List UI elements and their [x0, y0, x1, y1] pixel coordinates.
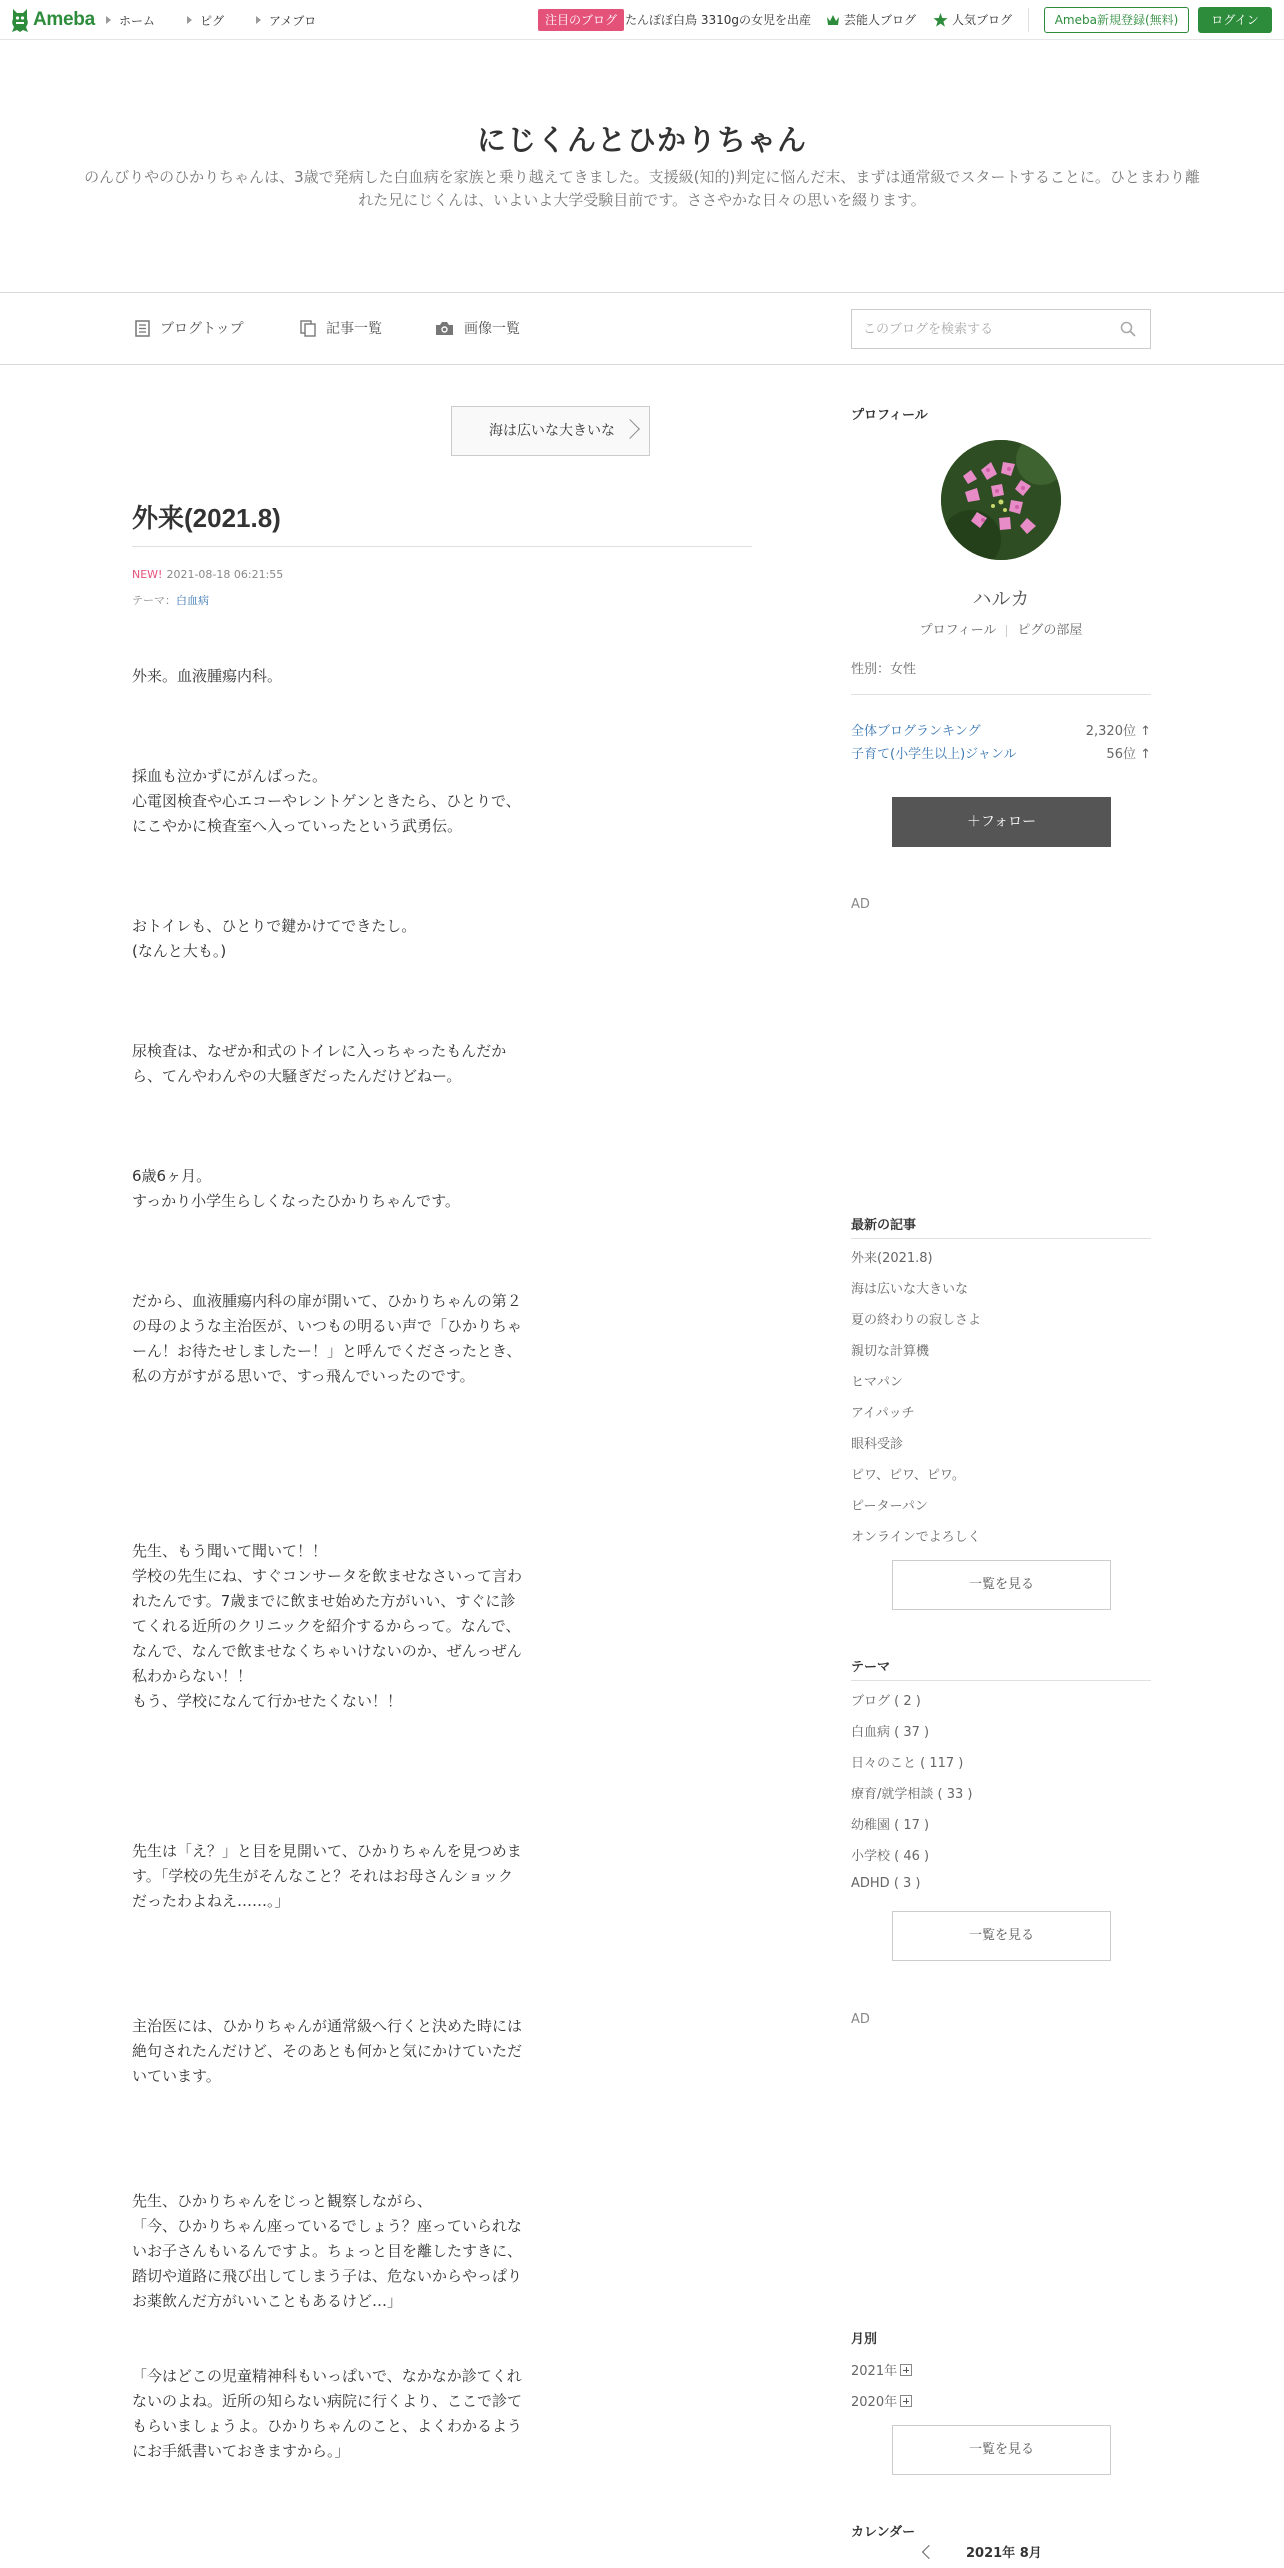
article-paragraph: だから、血液腫瘍内科の扉が開いて、ひかりちゃんの第２の母のような主治医が、いつもの明るい声で「ひかりちゃーん！お待たせしましたー！」と呼んでくださったとき、私の方がすがる思いで、すっ飛んでいったのです。 — [132, 1292, 523, 1385]
blog-menu-bar — [0, 292, 1284, 365]
article-paragraph: 先生は「え？」と目を見開いて、ひかりちゃんを見つめます。「学校の先生がそんなこと？それはお母さんショックだったわよねえ……。」 — [132, 1842, 522, 1910]
pigg-room-link[interactable]: ピグの部屋 — [1017, 623, 1083, 638]
profile-link[interactable]: プロフィール — [919, 623, 997, 638]
theme-list-item[interactable]: 小学校 ( 46 ) — [851, 1849, 930, 1864]
theme-list-item[interactable]: 幼稚園 ( 17 ) — [851, 1818, 930, 1833]
recent-entry-link[interactable]: 外来(2021.8) — [851, 1251, 933, 1266]
calendar-heading: カレンダー — [851, 2525, 916, 2540]
hydrangea-flower-image — [941, 440, 1061, 560]
menu-image-list-label: 画像一覧 — [464, 321, 520, 337]
month-row[interactable] — [851, 2391, 912, 2410]
new-badge: NEW! — [132, 568, 163, 581]
header-divider — [1028, 8, 1029, 32]
article-theme — [132, 592, 209, 608]
triangle-right-icon — [106, 16, 111, 24]
nav-home[interactable] — [106, 12, 155, 29]
crown-icon — [826, 14, 840, 26]
register-button[interactable]: Ameba新規登録(無料) — [1044, 7, 1189, 33]
global-header — [0, 0, 1284, 40]
prev-entry-label: 海は広いな大きいな — [489, 423, 615, 439]
blog-search-box — [851, 309, 1151, 349]
article-paragraph: 採血も泣かずにがんばった。 心電図検査や心エコーやレントゲンときたら、ひとりで、にこやかに検査室へ入っていったという武勇伝。 — [132, 767, 521, 835]
article-paragraph: 主治医には、ひかりちゃんが通常級へ行くと決めた時には絶句されたんだけど、そのあとも何かと気にかけていただいています。 — [132, 2017, 523, 2085]
menu-entry-list-label: 記事一覧 — [326, 321, 382, 337]
themes-divider — [851, 1680, 1151, 1681]
month-row[interactable] — [851, 2360, 912, 2379]
ameba-logo[interactable] — [10, 7, 95, 33]
nav-pigg[interactable] — [187, 12, 224, 29]
theme-list-item[interactable]: 療育/就学相談 ( 33 ) — [851, 1787, 973, 1802]
chevron-right-icon — [620, 419, 640, 439]
ranking-label[interactable]: 全体ブログランキング — [851, 724, 981, 739]
see-all-months-button[interactable]: 一覧を見る — [892, 2425, 1111, 2475]
recent-entry-link[interactable]: 海は広いな大きいな — [851, 1282, 969, 1297]
recent-entry-link[interactable]: 親切な計算機 — [851, 1344, 930, 1359]
follow-button[interactable]: ＋フォロー — [892, 797, 1111, 847]
article-paragraph: 「今はどこの児童精神科もいっぱいで、なかなか診てくれないのよね。近所の知らない病院に行くより、ここで診てもらいましょうよ。ひかりちゃんのこと、よくわかるようにお手紙書いておきますから。」 — [132, 2367, 523, 2460]
theme-link[interactable]: 白血病 — [176, 594, 209, 607]
article-paragraph: 6歳6ヶ月。 すっかり小学生らしくなったひかりちゃんです。 — [132, 1167, 460, 1210]
profile-name[interactable]: ハルカ — [972, 588, 1030, 610]
calendar-month: 2021年 8月 — [966, 2546, 1042, 2561]
recent-entries-divider — [851, 1238, 1151, 1239]
month-label: 2021年 — [851, 2364, 898, 2379]
month-label: 2020年 — [851, 2395, 898, 2410]
see-all-entries-button[interactable]: 一覧を見る — [892, 1560, 1111, 1610]
article-paragraph: 外来。血液腫瘍内科。 — [132, 667, 283, 685]
title-divider — [132, 546, 752, 547]
nav-home-label: ホーム — [119, 13, 156, 28]
popular-blog-label: 人気ブログ — [952, 13, 1013, 27]
profile-heading: プロフィール — [851, 408, 928, 423]
blog-search-input[interactable] — [852, 310, 1102, 348]
article-paragraph: 先生、ひかりちゃんをじっと観察しながら、 「今、ひかりちゃん座っているでしょう？座っていられないお子さんもいるんですよ。ちょっと目を離したすきに、踏切や道路に飛び出してしまう子は、危ないからやっぱりお薬飲んだ方がいいこともあるけど…」 — [132, 2192, 523, 2310]
nav-ameblo-label: アメブロ — [269, 13, 317, 28]
featured-blog-link[interactable]: たんぽぽ白鳥 3310gの女児を出産 — [625, 13, 811, 27]
recent-entry-link[interactable]: ピワ、ピワ、ピワ。 — [851, 1468, 965, 1483]
ranking-value: 56位 ↑ — [1106, 747, 1151, 762]
recent-entry-link[interactable]: ヒマパン — [851, 1375, 903, 1390]
expand-plus-icon[interactable] — [900, 2395, 912, 2407]
celebrity-blog-link[interactable] — [826, 11, 916, 28]
article-paragraph: 尿検査は、なぜか和式のトイレに入っちゃったもんだから、てんやわんやの大騒ぎだったんだけどねー。 — [132, 1042, 507, 1085]
copy-icon — [300, 320, 316, 337]
celebrity-blog-label: 芸能人ブログ — [844, 13, 917, 27]
theme-list-item[interactable]: 日々のこと ( 117 ) — [851, 1756, 964, 1771]
profile-gender: 性別：女性 — [851, 662, 917, 677]
ameba-mascot-icon — [10, 7, 30, 33]
camera-icon — [435, 321, 454, 336]
article-paragraph: おトイレも、ひとりで鍵かけてできたし。 (なんと大も。) — [132, 917, 417, 960]
article-meta — [132, 568, 283, 581]
ranking-row — [851, 743, 1151, 762]
ranking-value: 2,320位 ↑ — [1085, 724, 1151, 739]
article-datetime: 2021-08-18 06:21:55 — [166, 568, 284, 581]
see-all-themes-button[interactable]: 一覧を見る — [892, 1911, 1111, 1961]
monthly-heading: 月別 — [851, 2332, 878, 2347]
ranking-label[interactable]: 子育て(小学生以上)ジャンル — [851, 747, 1017, 762]
menu-blog-top[interactable] — [135, 318, 244, 338]
logo-text: Ameba — [33, 9, 95, 30]
featured-blog-badge: 注目のブログ — [538, 9, 624, 31]
theme-list-item[interactable]: 白血病 ( 37 ) — [851, 1725, 930, 1740]
themes-heading: テーマ — [851, 1660, 891, 1675]
nav-ameblo[interactable] — [256, 12, 316, 29]
menu-blog-top-label: ブログトップ — [160, 321, 244, 337]
triangle-right-icon — [187, 16, 192, 24]
expand-plus-icon[interactable] — [900, 2364, 912, 2376]
recent-entries-heading: 最新の記事 — [851, 1218, 917, 1233]
nav-pigg-label: ピグ — [200, 13, 225, 28]
popular-blog-link[interactable] — [933, 11, 1012, 28]
recent-entry-link[interactable]: オンラインでよろしく — [851, 1530, 981, 1545]
blog-title[interactable]: にじくんとひかりちゃん — [476, 123, 807, 157]
blog-description: のんびりやのひかりちゃんは、3歳で発病した白血病を家族と乗り越えてきました。支援級(知的)判定に悩んだ末、まずは通常級でスタートすることに。ひとまわり離れた兄にじくんは、いよいよ大学受験目前です。ささやかな日々の思いを綴ります。 — [84, 168, 1200, 209]
theme-list-item[interactable]: ADHD ( 3 ) — [851, 1876, 921, 1891]
theme-label: テーマ： — [132, 594, 176, 607]
recent-entry-link[interactable]: 夏の終わりの寂しさよ — [851, 1313, 982, 1328]
menu-image-list[interactable] — [435, 318, 520, 338]
profile-links — [851, 619, 1151, 638]
recent-entry-link[interactable]: ピーターパン — [851, 1499, 928, 1514]
menu-entry-list[interactable] — [300, 318, 382, 338]
article-title[interactable]: 外来(2021.8) — [132, 503, 281, 533]
prev-entry-button[interactable] — [451, 406, 650, 456]
theme-list-item[interactable]: ブログ ( 2 ) — [851, 1694, 921, 1709]
recent-entry-link[interactable]: 眼科受診 — [851, 1437, 904, 1452]
document-icon — [135, 320, 150, 337]
link-separator — [1006, 625, 1007, 637]
recent-entry-link[interactable]: アイパッチ — [851, 1406, 915, 1421]
login-button[interactable]: ログイン — [1198, 7, 1272, 33]
triangle-right-icon — [256, 16, 261, 24]
ranking-row — [851, 720, 1151, 739]
ad-label: AD — [851, 2012, 870, 2027]
ad-label: AD — [851, 897, 870, 912]
chevron-left-icon[interactable] — [922, 2545, 936, 2559]
avatar[interactable] — [941, 440, 1061, 560]
global-nav — [106, 0, 348, 40]
profile-divider — [851, 694, 1151, 695]
article-paragraph: 先生、もう聞いて聞いて！！ 学校の先生にね、すぐコンサータを飲ませなさいって言われたんです。7歳までに飲ませ始めた方がいい、すぐに診てくれる近所のクリニックを紹介するからって。なんで、なんで、なんで飲ませなくちゃいけないのか、ぜんっぜん私わからない！！ もう、学校になんて行かせたくない！！ — [132, 1542, 523, 1710]
search-icon[interactable] — [1120, 321, 1136, 337]
star-icon — [933, 13, 948, 27]
